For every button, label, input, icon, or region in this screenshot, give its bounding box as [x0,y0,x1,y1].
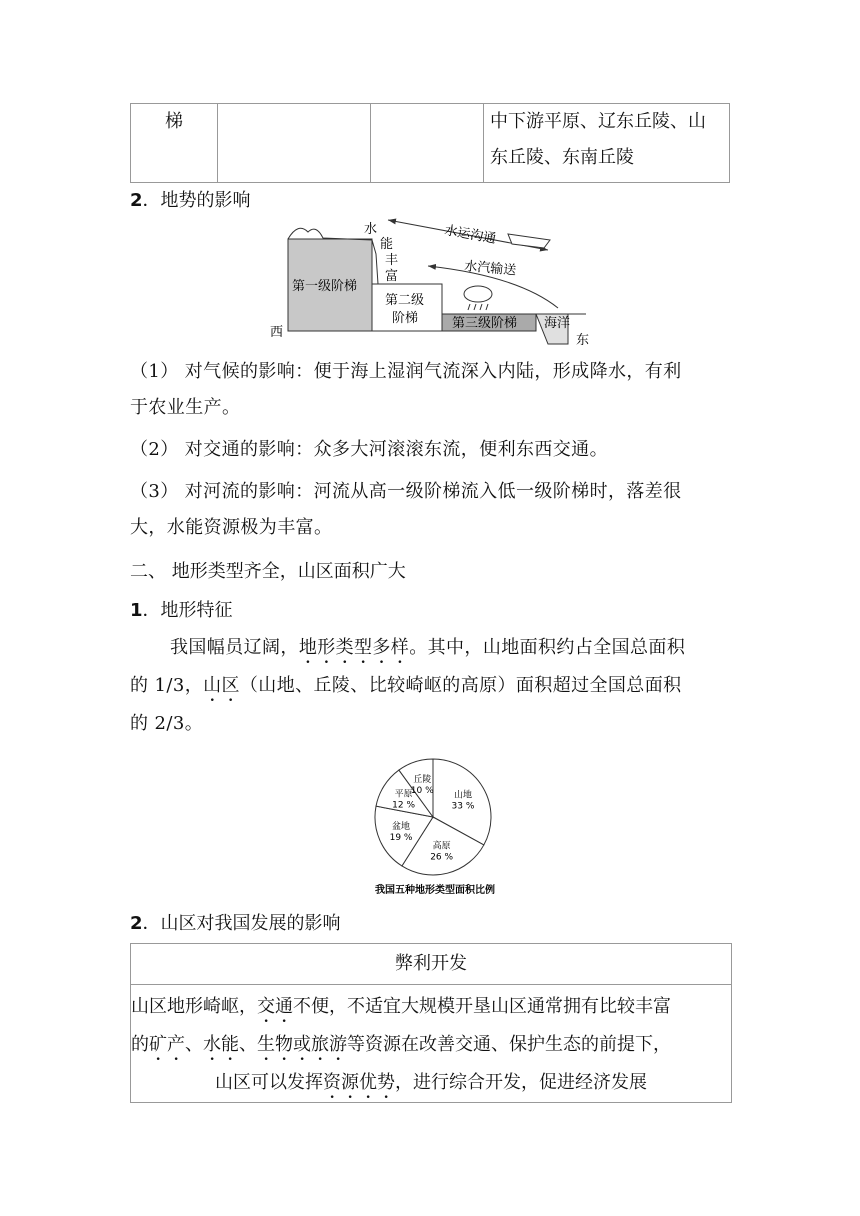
ship-icon [508,234,550,248]
emphasis-text: 、 [185,1034,203,1055]
label-step1: 第一级阶梯 [292,279,358,294]
emphasis-text: 交通 [257,996,293,1017]
text-line: （1） 对气候的影响：便于海上湿润气流深入内陆，形成降水，有利 [130,361,682,382]
heading-dot: ． [142,600,161,621]
text-line: 的 2/3。 [130,713,204,734]
heading-dot: ． [142,913,161,934]
paragraph-rivers [130,474,740,546]
text-span: 我国幅员辽阔， [170,637,299,658]
table-cell-step: 梯 [131,104,218,183]
label-vapor: 水汽输送 [463,259,517,279]
text-line: （3） 对河流的影响：河流从高一级阶梯流入低一级阶梯时，落差很 [130,481,682,502]
text-line [131,1065,731,1103]
heading-number: 1 [130,600,143,621]
section-heading-two: 二、 地形类型齐全，山区面积广大 [130,561,406,582]
heading-text: 地形特征 [160,600,233,621]
paragraph-climate [130,354,740,426]
pie-category-label: 丘陵 [413,774,432,785]
text-line [131,989,731,1027]
box-body [131,985,731,1103]
label-ocean: 海洋 [544,316,571,331]
label-abundant1: 丰 [385,253,399,268]
rain-icon [468,304,488,310]
emphasis-text: 矿产 [149,1034,185,1055]
text-span: 的 1/3， [130,675,204,696]
pie-category-label: 平原 [394,789,413,800]
text-line [130,668,740,706]
table-cell [218,104,371,183]
mountain-top-line [288,228,372,240]
text-span: 山区可以发挥 [215,1072,323,1093]
emphasis-text: 水能 [203,1034,239,1055]
label-step2-l2: 阶梯 [392,311,419,326]
text-span: ，进行综合开发，促进经济发展 [395,1072,647,1093]
text-line [131,1027,731,1065]
label-step3: 第三级阶梯 [452,316,518,331]
pie-value-label: 12 % [392,800,416,811]
pie-value-label: 33 % [451,801,475,812]
pie-category-label: 高原 [432,841,451,852]
heading-number: 2 [130,190,143,211]
pie-value-label: 10 % [410,785,434,796]
text-line: 大，水能资源极为丰富。 [130,517,333,538]
text-span: 不便，不适宜大规模开垦山区通常拥有比较丰富 [293,996,671,1017]
label-step2-l1: 第二级 [385,293,425,308]
heading-number: 2 [130,913,143,934]
text-span: 的 [131,1034,149,1055]
emphasis-text: 地形类型多样 [298,637,410,658]
escarpment-line [372,240,378,284]
label-water: 水 [364,222,378,237]
label-abundant2: 富 [385,269,399,284]
pie-value-label: 26 % [430,852,454,863]
chart-title: 我国五种地形类型面积比例 [375,885,495,896]
landform-pie-chart [355,748,515,898]
mountain-impact-box [130,943,732,1103]
label-energy: 能 [380,237,394,252]
text-span: （山地、丘陵、比较崎岖的高原）面积超过全国总面积 [239,675,682,696]
label-east: 东 [576,333,590,348]
heading-text: 地势的影响 [160,190,251,211]
text-line [130,630,740,668]
cell-text-line: 东丘陵、东南丘陵 [490,147,634,168]
heading-dot: ． [142,190,161,211]
emphasis-text: 资源优势 [323,1072,395,1093]
pie-value-label: 19 % [389,832,413,843]
pie-category-label: 盆地 [392,821,411,832]
text-span: 山区地形崎岖， [131,996,257,1017]
text-span: 。其中，山地面积约占全国总面积 [409,637,686,658]
cell-text-line: 中下游平原、辽东丘陵、山 [490,111,706,132]
label-west: 西 [270,325,284,340]
table-cell-landforms [484,104,730,183]
subsection-heading-landform [130,596,233,622]
text-span: 等资源在改善交通、保护生态的前提下， [347,1034,671,1055]
emphasis-text: 、 [239,1034,257,1055]
table-row [131,104,730,183]
emphasis-text: 生物或旅游 [257,1034,347,1055]
paragraph-transport [130,432,740,468]
paragraph-landform [130,630,740,742]
label-shipping: 水运沟通 [443,223,498,247]
text-line: （2） 对交通的影响：众多大河滚滚东流，便利东西交通。 [130,439,608,460]
subsection-heading-mountain [130,909,341,935]
landform-steps-table [130,103,730,183]
table-cell [371,104,484,183]
text-line: 于农业生产。 [130,397,241,418]
heading-text: 山区对我国发展的影响 [160,913,341,934]
pie-category-label: 山地 [453,790,472,801]
rain-cloud-icon [464,286,492,302]
terrain-profile-diagram [268,214,598,350]
emphasis-text: 山区 [203,675,240,696]
box-title: 弊利开发 [131,944,731,985]
section-heading-terrain [130,186,251,212]
